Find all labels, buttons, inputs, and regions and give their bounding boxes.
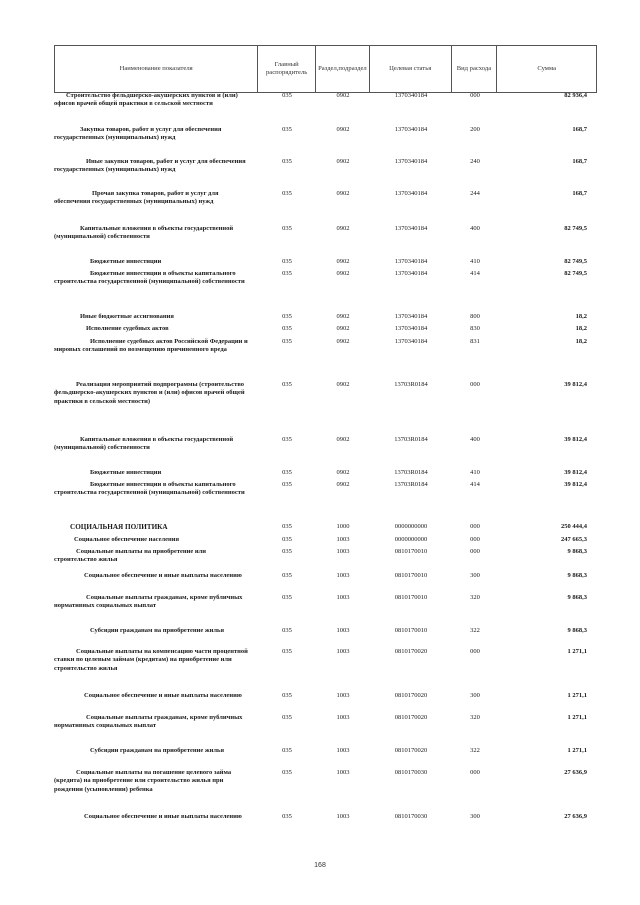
row-sum: 18,2 <box>575 313 587 320</box>
row-section: 1003 <box>336 594 350 601</box>
row-section: 0902 <box>336 126 350 133</box>
table-row <box>54 769 597 794</box>
row-target: 13703R0184 <box>394 436 428 443</box>
row-name: Бюджетные инвестиции <box>90 469 162 476</box>
row-target: 0810170020 <box>394 747 428 754</box>
row-sum: 9 868,3 <box>567 548 587 555</box>
row-sum: 39 812,4 <box>564 481 587 488</box>
table-row <box>54 436 597 453</box>
row-target: 0810170020 <box>394 692 428 699</box>
row-target: 0810170030 <box>394 813 428 820</box>
table-header <box>54 45 597 93</box>
row-sum: 82 749,5 <box>564 270 587 277</box>
row-sum: 9 868,3 <box>567 627 587 634</box>
row-sum: 1 271,1 <box>567 714 587 721</box>
row-sum: 168,7 <box>572 158 587 165</box>
row-name: Строительство фельдшерско-акушерских пунктов и (или) офисов врачей общей практики в сельской местности <box>54 92 238 108</box>
row-name: Исполнение судебных актов <box>86 325 169 332</box>
table-row <box>54 536 597 544</box>
row-admin: 035 <box>282 627 292 634</box>
row-type: 000 <box>470 381 480 388</box>
row-sum: 39 812,4 <box>564 436 587 443</box>
row-name: Реализация мероприятий подпрограммы (строительство фельдшерско-акушерских пунктов и (или) офисов врачей общей практики в сельской местности) <box>54 381 245 405</box>
table-row <box>54 190 597 207</box>
row-sum: 9 868,3 <box>567 594 587 601</box>
row-sum: 39 812,4 <box>564 381 587 388</box>
row-target: 0810170010 <box>394 572 428 579</box>
table-row <box>54 270 597 287</box>
row-admin: 035 <box>282 126 292 133</box>
table-row <box>54 548 597 565</box>
row-admin: 035 <box>282 225 292 232</box>
row-section: 0902 <box>336 381 350 388</box>
table-row <box>54 627 597 635</box>
row-type: 322 <box>470 747 480 754</box>
table-row <box>54 92 597 109</box>
row-name: Капитальные вложения в объекты государственной (муниципальной) собственности <box>54 436 234 452</box>
row-sum: 168,7 <box>572 190 587 197</box>
row-target: 1370340184 <box>394 338 428 345</box>
row-name: Иные бюджетные ассигнования <box>80 313 174 320</box>
row-section: 0902 <box>336 270 350 277</box>
row-type: 414 <box>470 270 480 277</box>
header-section: Раздел,подраздел <box>316 46 370 92</box>
header-admin: Главный распорядитель <box>258 46 316 92</box>
row-target: 1370340184 <box>394 92 428 99</box>
row-sum: 1 271,1 <box>567 648 587 655</box>
row-target: 0000000000 <box>394 523 428 530</box>
row-target: 1370340184 <box>394 258 428 265</box>
row-admin: 035 <box>282 548 292 555</box>
row-admin: 035 <box>282 523 292 530</box>
row-name: Социальное обеспечение и иные выплаты населению <box>84 813 242 820</box>
table-row <box>54 481 597 498</box>
row-target: 13703R0184 <box>394 481 428 488</box>
row-admin: 035 <box>282 481 292 488</box>
row-admin: 035 <box>282 338 292 345</box>
row-admin: 035 <box>282 813 292 820</box>
table-row <box>54 126 597 143</box>
row-name: Социальное обеспечение и иные выплаты населению <box>84 692 242 699</box>
header-target: Целевая статья <box>370 46 452 92</box>
row-target: 13703R0184 <box>394 381 428 388</box>
row-name: Социальные выплаты гражданам, кроме публичных нормативных социальных выплат <box>54 594 243 610</box>
row-target: 0810170010 <box>394 548 428 555</box>
row-type: 322 <box>470 627 480 634</box>
row-type: 200 <box>470 126 480 133</box>
row-admin: 035 <box>282 92 292 99</box>
row-admin: 035 <box>282 536 292 543</box>
table-row <box>54 813 597 821</box>
row-section: 1003 <box>336 548 350 555</box>
row-section: 0902 <box>336 158 350 165</box>
row-section: 0902 <box>336 313 350 320</box>
row-target: 0810170030 <box>394 769 428 776</box>
row-admin: 035 <box>282 313 292 320</box>
row-sum: 247 665,3 <box>561 536 587 543</box>
header-sum: Сумма <box>537 65 557 72</box>
row-target: 1370340184 <box>394 126 428 133</box>
row-sum: 82 749,5 <box>564 258 587 265</box>
table-row <box>54 469 597 477</box>
row-section: 1003 <box>336 627 350 634</box>
table-row <box>54 338 597 355</box>
table-row <box>54 692 597 700</box>
row-sum: 18,2 <box>575 338 587 345</box>
row-sum: 18,2 <box>575 325 587 332</box>
row-name: Социальные выплаты гражданам, кроме публичных нормативных социальных выплат <box>54 714 243 730</box>
row-type: 000 <box>470 769 480 776</box>
row-type: 000 <box>470 648 480 655</box>
row-type: 400 <box>470 225 480 232</box>
row-target: 1370340184 <box>394 225 428 232</box>
row-target: 0810170020 <box>394 714 428 721</box>
row-sum: 27 636,9 <box>564 769 587 776</box>
row-type: 320 <box>470 714 480 721</box>
row-type: 400 <box>470 436 480 443</box>
row-admin: 035 <box>282 258 292 265</box>
page-number: 168 <box>314 862 326 869</box>
row-name: Прочая закупка товаров, работ и услуг для обеспечения государственных (муниципальных) нужд <box>54 190 219 206</box>
row-target: 1370340184 <box>394 313 428 320</box>
row-target: 1370340184 <box>394 190 428 197</box>
row-name: Бюджетные инвестиции <box>90 258 162 265</box>
table-row <box>54 572 597 580</box>
row-admin: 035 <box>282 190 292 197</box>
row-section: 1003 <box>336 648 350 655</box>
row-section: 1003 <box>336 536 350 543</box>
header-name: Наименование показателя <box>55 46 258 92</box>
row-section: 1003 <box>336 813 350 820</box>
table-row <box>54 258 597 266</box>
row-name: Социальные выплаты на погашение целевого займа (кредита) на приобретение или строительство жилья при рождении (усыновлении) ребенка <box>54 769 232 793</box>
row-sum: 250 444,4 <box>561 523 587 530</box>
table-row <box>54 381 597 406</box>
row-type: 240 <box>470 158 480 165</box>
row-sum: 27 636,9 <box>564 813 587 820</box>
table-row <box>54 648 597 673</box>
row-name: Бюджетные инвестиции в объекты капитального строительства государственной (муниципальной) собственности <box>54 481 245 497</box>
row-section: 0902 <box>336 481 350 488</box>
row-sum: 1 271,1 <box>567 692 587 699</box>
row-type: 000 <box>470 536 480 543</box>
row-name: Бюджетные инвестиции в объекты капитального строительства государственной (муниципальной) собственности <box>54 270 245 286</box>
row-section: 1003 <box>336 572 350 579</box>
row-type: 300 <box>470 813 480 820</box>
row-type: 414 <box>470 481 480 488</box>
row-name: Капитальные вложения в объекты государственной (муниципальной) собственности <box>54 225 234 241</box>
row-type: 410 <box>470 258 480 265</box>
row-admin: 035 <box>282 270 292 277</box>
row-type: 300 <box>470 572 480 579</box>
row-name: Субсидии гражданам на приобретение жилья <box>90 627 224 634</box>
row-admin: 035 <box>282 469 292 476</box>
table-row <box>54 714 597 731</box>
row-name: Социальные выплаты на приобретение или строительство жилья <box>54 548 207 564</box>
row-section: 0902 <box>336 92 350 99</box>
row-section: 1003 <box>336 769 350 776</box>
table-row <box>54 325 597 333</box>
row-section: 0902 <box>336 325 350 332</box>
table-row <box>54 225 597 242</box>
row-type: 830 <box>470 325 480 332</box>
row-target: 13703R0184 <box>394 469 428 476</box>
row-section: 1003 <box>336 714 350 721</box>
row-admin: 035 <box>282 714 292 721</box>
row-admin: 035 <box>282 436 292 443</box>
row-section: 1003 <box>336 747 350 754</box>
row-name: Социальное обеспечение и иные выплаты населению <box>84 572 242 579</box>
row-section: 0902 <box>336 225 350 232</box>
table-row <box>54 158 597 175</box>
row-target: 0000000000 <box>394 536 428 543</box>
row-section: 1000 <box>336 523 350 530</box>
row-name: Иные закупки товаров, работ и услуг для обеспечения государственных (муниципальных) нужд <box>54 158 246 174</box>
row-type: 000 <box>470 523 480 530</box>
row-admin: 035 <box>282 381 292 388</box>
row-section: 0902 <box>336 469 350 476</box>
row-target: 1370340184 <box>394 325 428 332</box>
row-admin: 035 <box>282 747 292 754</box>
table-row <box>54 747 597 755</box>
row-name: СОЦИАЛЬНАЯ ПОЛИТИКА <box>70 523 168 531</box>
row-name: Исполнение судебных актов Российской Федерации и мировых соглашений по возмещению причиненного вреда <box>54 338 248 354</box>
row-target: 1370340184 <box>394 158 428 165</box>
row-admin: 035 <box>282 594 292 601</box>
row-sum: 39 812,4 <box>564 469 587 476</box>
row-target: 0810170010 <box>394 594 428 601</box>
row-admin: 035 <box>282 158 292 165</box>
table-row <box>54 523 597 531</box>
row-type: 800 <box>470 313 480 320</box>
row-sum: 82 749,5 <box>564 225 587 232</box>
row-type: 410 <box>470 469 480 476</box>
header-type: Вид расхода <box>452 46 498 92</box>
row-sum: 168,7 <box>572 126 587 133</box>
row-name: Социальные выплаты на компенсацию части процентной ставки по целевым займам (кредитам) на приобретение или строительство жилья <box>54 648 248 672</box>
row-name: Субсидии гражданам на приобретение жилья <box>90 747 224 754</box>
row-name: Закупка товаров, работ и услуг для обеспечения государственных (муниципальных) нужд <box>54 126 222 142</box>
row-section: 0902 <box>336 258 350 265</box>
table-row <box>54 313 597 321</box>
row-type: 000 <box>470 548 480 555</box>
row-admin: 035 <box>282 325 292 332</box>
row-type: 300 <box>470 692 480 699</box>
row-type: 831 <box>470 338 480 345</box>
row-admin: 035 <box>282 572 292 579</box>
row-admin: 035 <box>282 648 292 655</box>
row-type: 244 <box>470 190 480 197</box>
row-target: 0810170020 <box>394 648 428 655</box>
row-admin: 035 <box>282 692 292 699</box>
row-sum: 9 868,3 <box>567 572 587 579</box>
row-target: 1370340184 <box>394 270 428 277</box>
row-type: 000 <box>470 92 480 99</box>
row-name: Социальное обеспечение населения <box>74 536 179 543</box>
table-row <box>54 594 597 611</box>
row-sum: 1 271,1 <box>567 747 587 754</box>
budget-table <box>54 45 597 820</box>
row-admin: 035 <box>282 769 292 776</box>
row-section: 0902 <box>336 436 350 443</box>
row-section: 0902 <box>336 338 350 345</box>
row-type: 320 <box>470 594 480 601</box>
row-target: 0810170010 <box>394 627 428 634</box>
row-sum: 82 936,4 <box>564 92 587 99</box>
row-section: 1003 <box>336 692 350 699</box>
row-section: 0902 <box>336 190 350 197</box>
